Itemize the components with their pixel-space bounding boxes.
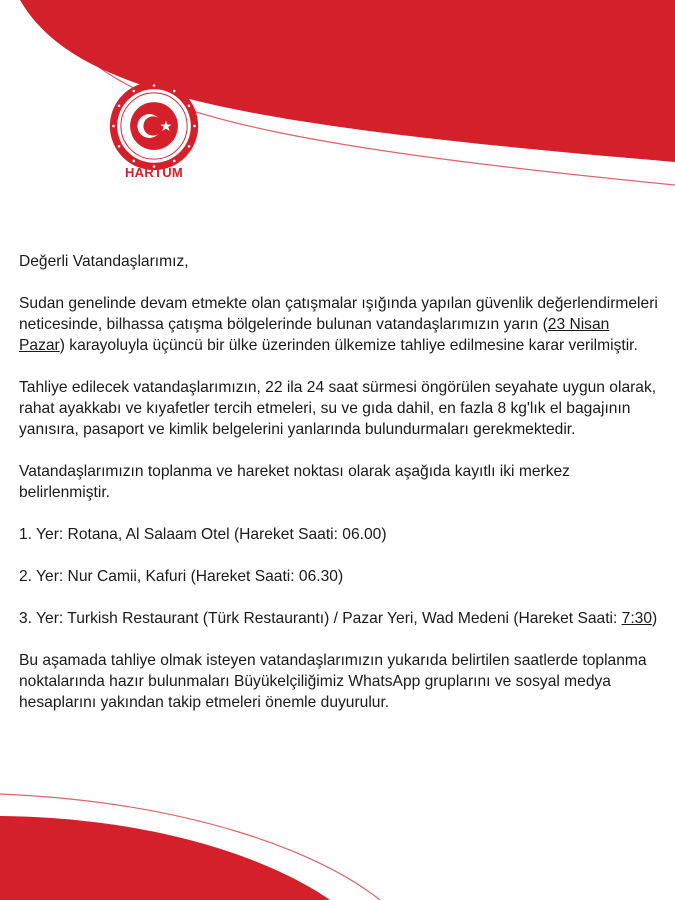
letter-body [19, 251, 659, 734]
location-3 [19, 608, 659, 629]
paragraph-evacuation-decision [19, 293, 659, 356]
location-2: 2. Yer: Nur Camii, Kafuri (Hareket Saati: 06.30) [19, 568, 344, 585]
paragraph-announcement: Bu aşamada tahliye olmak isteyen vatandaşlarımızın yukarıda belirtilen saatlerde toplanma noktalarında hazır bulunmaları Büyükelçiliğimiz WhatsApp gruplarını ve sosyal medya hesaplarını yakından takip etmeleri önemle duyurulur. [19, 652, 647, 711]
footer-red-wave [0, 780, 675, 900]
departure-time: 7:30 [621, 610, 653, 627]
header-red-wave [0, 0, 675, 200]
embassy-emblem [108, 80, 200, 172]
evacuation-date: 23 Nisan Pazar [19, 316, 610, 354]
location-text: ) [652, 610, 658, 627]
paragraph-text: Sudan genelinde devam etmekte olan çatışmalar ışığında yapılan güvenlik değerlendirmeleri neticesinde, bilhassa çatışma bölgelerinde bulunan vatandaşlarımızın yarın ( [19, 295, 658, 333]
location-text: 3. Yer: Turkish Restaurant (Türk Restaurantı) / Pazar Yeri, Wad Medeni (Hareket Saati: [19, 610, 622, 627]
paragraph-text: ) karayoluyla üçüncü bir ülke üzerinden ülkemize tahliye edilmesine karar verilmiştir. [59, 337, 638, 354]
location-1: 1. Yer: Rotana, Al Salaam Otel (Hareket Saati: 06.00) [19, 526, 387, 543]
paragraph-meeting-points: Vatandaşlarımızın toplanma ve hareket noktası olarak aşağıda kayıtlı iki merkez belirlenmiştir. [19, 463, 570, 501]
embassy-city-label: HARTUM [124, 165, 184, 180]
paragraph-travel-instructions: Tahliye edilecek vatandaşlarımızın, 22 ila 24 saat sürmesi öngörülen seyahate uygun olarak, rahat ayakkabı ve kıyafetler tercih etmeleri, su ve gıda dahil, en fazla 8 kg'lık el bagajının yanısıra, pasaport ve kimlik belgelerini yanlarında bulundurmaları gerekmektedir. [19, 379, 657, 438]
greeting: Değerli Vatandaşlarımız, [19, 253, 189, 270]
